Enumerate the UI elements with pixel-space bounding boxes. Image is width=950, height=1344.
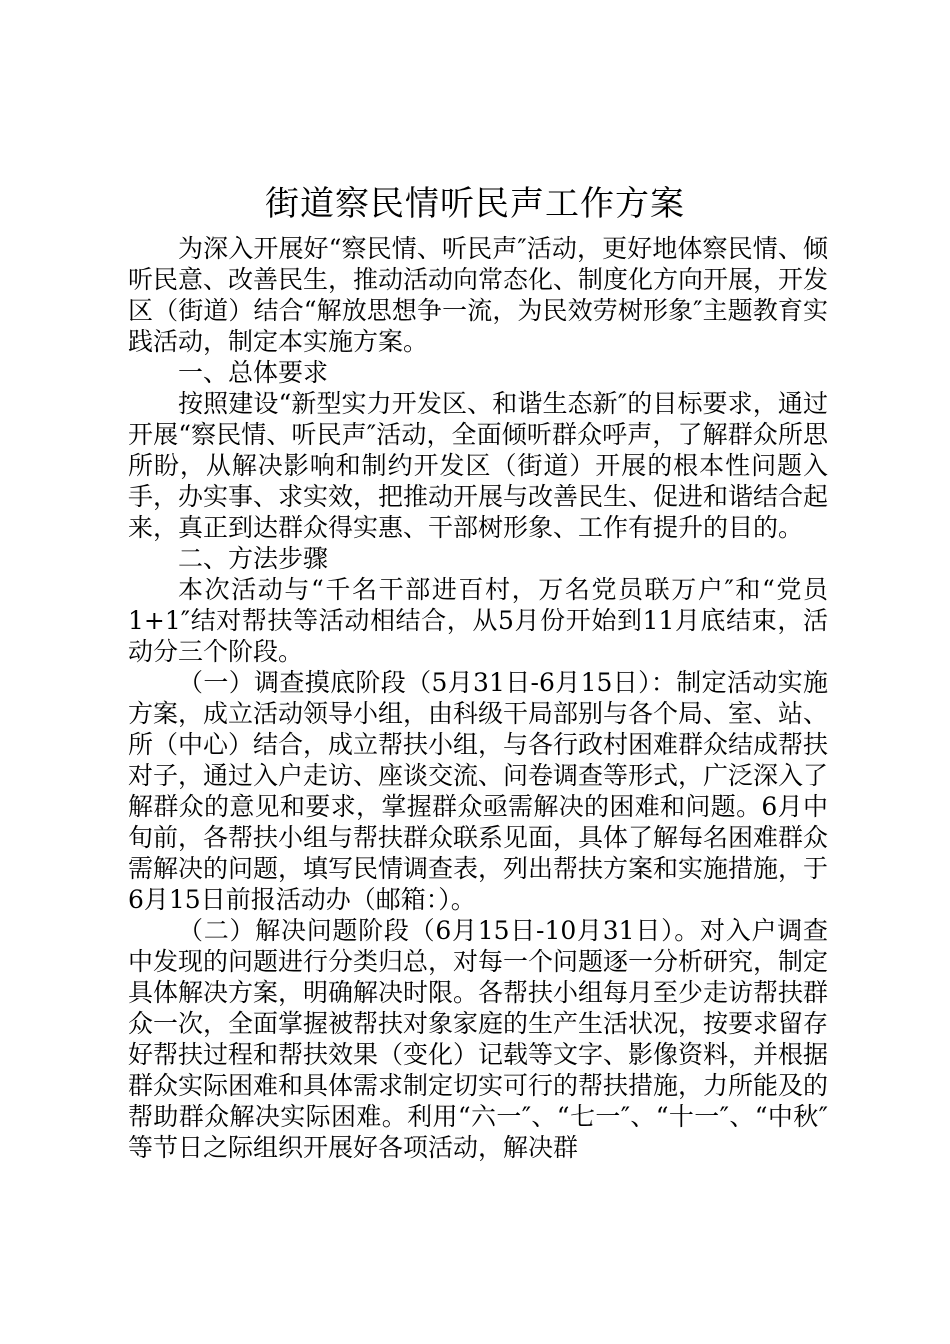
document-body — [128, 233, 828, 1163]
stage-two-paragraph: （二）解决问题阶段（6月15日-10月31日）。对入户调查中发现的问题进行分类归总，对每一个问题逐一分析研究，制定具体解决方案，明确解决时限。各帮扶小组每月至少走访帮扶群众一次，全面掌握被帮扶对象家庭的生产生活状况，按要求留存好帮扶过程和帮扶效果（变化）记载等文字、影像资料，并根据群众实际困难和具体需求制定切实可行的帮扶措施，力所能及的帮助群众解决实际困难。利用“六一″、“七一″、“十一″、“中秋″等节日之际组织开展好各项活动，解决群 — [128, 916, 829, 1162]
section-heading-general-requirements: 一、总体要求 — [178, 358, 329, 387]
method-steps-paragraph: 本次活动与“千名干部进百村，万名党员联万户″和“党员1+1″结对帮扶等活动相结合，从5月份开始到11月底结束，活动分三个阶段。 — [128, 575, 828, 666]
section-heading-method-steps: 二、方法步骤 — [178, 544, 329, 573]
intro-paragraph: 为深入开展好“察民情、听民声″活动，更好地体察民情、倾听民意、改善民生，推动活动向常态化、制度化方向开展，开发区（街道）结合“解放思想争一流，为民效劳树形象″主题教育实践活动，制定本实施方案。 — [128, 234, 829, 356]
document-title: 街道察民情听民声工作方案 — [265, 184, 685, 224]
general-requirements-paragraph: 按照建设“新型实力开发区、和谐生态新″的目标要求，通过开展“察民情、听民声″活动，全面倾听群众呼声，了解群众所思所盼，从解决影响和制约开发区（街道）开展的根本性问题入手，办实事、求实效，把推动开展与改善民生、促进和谐结合起来，真正到达群众得实惠、干部树形象、工作有提升的目的。 — [128, 389, 829, 542]
stage-one-paragraph: （一）调查摸底阶段（5月31日-6月15日）：制定活动实施方案，成立活动领导小组，由科级干局部别与各个局、室、站、所（中心）结合，成立帮扶小组，与各行政村困难群众结成帮扶对子，通过入户走访、座谈交流、问卷调查等形式，广泛深入了解群众的意见和要求，掌握群众亟需解决的困难和问题。6月中旬前，各帮扶小组与帮扶群众联系见面，具体了解每名困难群众需解决的问题，填写民情调查表，列出帮扶方案和实施措施，于6月15日前报活动办（邮箱：）。 — [128, 668, 829, 914]
